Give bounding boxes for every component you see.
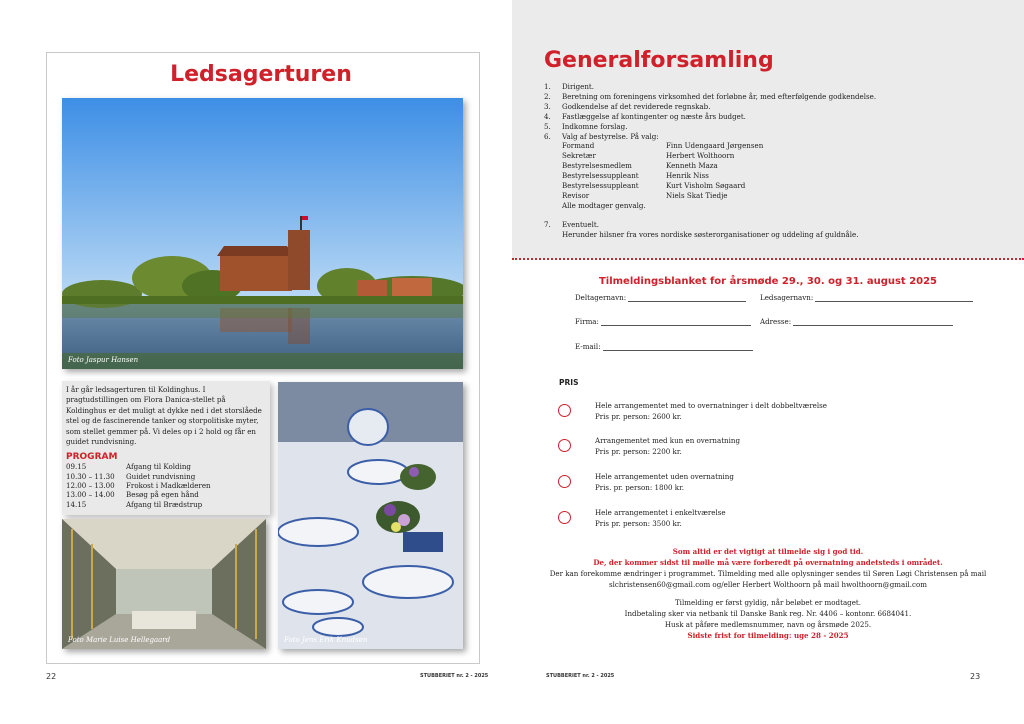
companion-name-field[interactable]: Ledsagernavn: bbox=[760, 293, 973, 302]
program-row: 14.15 Afgang til Brædstrup bbox=[66, 499, 203, 509]
agenda-item: 7. Eventuelt. bbox=[544, 219, 599, 229]
registration-notes: Som altid er det vigtigt at tilmelde sig i god tid. De, der kommer sidst til mølle må være forberedt på overnatning andetsteds i området. Der kan forekomme ændringer i programmet. Tilmelding med alle oplysninger sendes til Søren Løgi Christensen på mail slchristensen60@gmail.com og/eller Herbert Wolthoorn på mail hwolthoorn@gmail.com Tilmelding er først gyldig, når beløbet er modtaget. Indbetaling sker via netbank til Danske Bank reg. Nr. 4406 – kontonr. 6684041. Husk at påføre medlemsnummer, navn og årsmøde 2025. Sidste frist for tilmelding: uge 28 - 2025 bbox=[549, 547, 987, 640]
board-list bbox=[562, 141, 1004, 210]
agenda-item: 6. Valg af bestyrelse. På valg: bbox=[544, 131, 659, 141]
board-row: Sekretær Herbert Wolthoorn bbox=[562, 151, 735, 161]
price-option[interactable]: Hele arrangementet uden overnatning Pris. pr. person: 1800 kr. bbox=[558, 471, 858, 493]
footer-magazine: STUBBERIET nr. 2 - 2025 bbox=[546, 673, 615, 679]
program-heading: PROGRAM bbox=[66, 452, 118, 463]
price-option[interactable]: Hele arrangementet med to overnatninger i delt dobbeltværelse Pris pr. person: 2600 kr. bbox=[558, 400, 858, 422]
address-field[interactable]: Adresse: bbox=[760, 317, 953, 326]
footer-magazine: STUBBERIET nr. 2 - 2025 bbox=[420, 673, 489, 679]
agenda-item: 5. Indkomne forslag. bbox=[544, 121, 628, 131]
agenda-item: 1. Dirigent. bbox=[544, 82, 595, 91]
program-row: 09.15 Afgang til Kolding bbox=[66, 462, 191, 472]
agenda-item: 4. Fastlæggelse af kontingenter og næste års budget. bbox=[544, 111, 746, 121]
board-row: Formand Finn Udengaard Jørgensen bbox=[562, 141, 764, 151]
right-page bbox=[512, 0, 1024, 724]
price-option[interactable]: Arrangementet med kun en overnatning Pris pr. person: 2200 kr. bbox=[558, 435, 858, 457]
page-number: 22 bbox=[46, 672, 57, 681]
program-list bbox=[66, 462, 266, 508]
agenda-list bbox=[544, 82, 1004, 240]
page-number: 23 bbox=[970, 672, 981, 681]
photo-caption: Foto Jens Erik Knudsen bbox=[284, 636, 368, 644]
price-option[interactable]: Hele arrangementet i enkeltværelse Pris pr. person: 3500 kr. bbox=[558, 507, 858, 529]
board-row: Bestyrelsessuppleant Henrik Niss bbox=[562, 171, 709, 181]
board-row: Bestyrelsessuppleant Kurt Visholm Søgaard bbox=[562, 181, 746, 191]
board-note: Alle modtager genvalg. bbox=[562, 200, 646, 210]
page-title-generalforsamling: Generalforsamling bbox=[544, 48, 774, 73]
photo-caption: Foto Jaspur Hansen bbox=[68, 356, 139, 364]
program-row: 10.30 – 11.30 Guidet rundvisning bbox=[66, 471, 196, 481]
email-field[interactable]: E-mail: bbox=[575, 342, 753, 351]
dotted-divider bbox=[512, 258, 1024, 260]
radio-button[interactable] bbox=[558, 439, 571, 452]
agenda-item: 3. Godkendelse af det reviderede regnskab. bbox=[544, 101, 711, 111]
board-row: Revisor Niels Skat Tiedje bbox=[562, 190, 728, 200]
board-row: Bestyrelsesmedlem Kenneth Maza bbox=[562, 161, 718, 171]
radio-button[interactable] bbox=[558, 404, 571, 417]
program-row: 13.00 – 14.00 Besøg på egen hånd bbox=[66, 490, 199, 500]
page-title-ledsagerturen: Ledsagerturen bbox=[170, 62, 352, 87]
hall-photo bbox=[62, 519, 266, 649]
porcelain-photo bbox=[278, 382, 463, 649]
participant-name-field[interactable]: Deltagernavn: bbox=[575, 293, 746, 302]
program-textbox bbox=[62, 381, 270, 515]
company-field[interactable]: Firma: bbox=[575, 317, 751, 326]
radio-button[interactable] bbox=[558, 511, 571, 524]
program-row: 12.00 – 13.00 Frokost i Madkælderen bbox=[66, 481, 211, 491]
castle-photo bbox=[62, 98, 463, 369]
price-heading: PRIS bbox=[559, 378, 579, 387]
agenda-item: 2. Beretning om foreningens virksomhed det forløbne år, med efterfølgende godkendelse. bbox=[544, 91, 877, 101]
radio-button[interactable] bbox=[558, 475, 571, 488]
agenda-item-sub: Herunder hilsner fra vores nordiske søsterorganisationer og uddeling af guldnåle. bbox=[562, 229, 859, 239]
photo-caption: Foto Marie Luise Hellegaard bbox=[68, 636, 171, 644]
intro-text: I år går ledsagerturen til Koldinghus. I pragtudstillingen om Flora Danica-stellet på Koldinghus er det muligt at dykke ned i det storslåede stel og de fascinerende tanker og storpolitiske myter, som stellet gemmer på. Vi deles op i 2 hold og får en guidet rundvisning. bbox=[66, 385, 262, 447]
form-heading: Tilmeldingsblanket for årsmøde 29., 30. og 31. august 2025 bbox=[598, 276, 938, 287]
